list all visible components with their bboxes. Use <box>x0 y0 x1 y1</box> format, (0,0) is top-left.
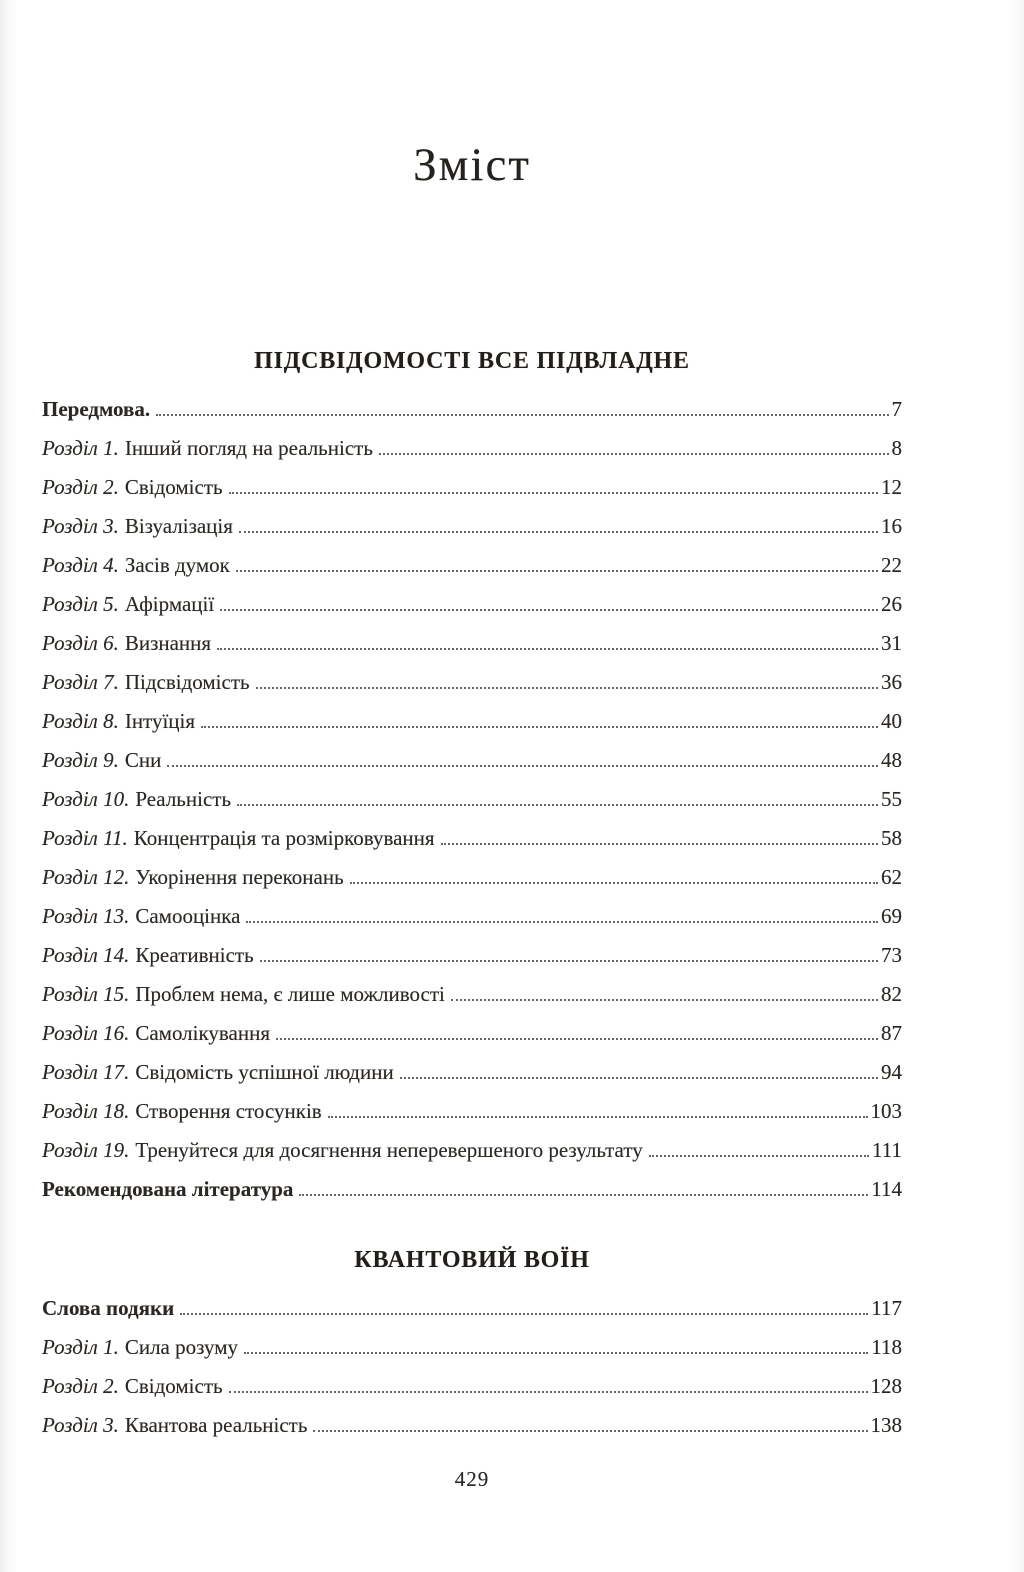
entry-prefix: Розділ 8. <box>42 709 119 733</box>
entry-prefix: Розділ 2. <box>42 1374 119 1398</box>
toc-entry <box>42 1138 902 1162</box>
entry-page-number: 118 <box>871 1335 902 1359</box>
toc-entry <box>42 397 902 421</box>
entry-page-number: 62 <box>881 865 902 889</box>
toc-entry <box>42 1060 902 1084</box>
page-title: Зміст <box>413 139 531 191</box>
toc-entry <box>42 670 902 694</box>
dot-leader <box>244 1352 868 1354</box>
dot-leader <box>328 1116 868 1118</box>
section-heading: КВАНТОВИЙ ВОЇН <box>354 1247 590 1273</box>
entry-page-number: 117 <box>871 1296 902 1320</box>
entry-title: Підсвідомість <box>124 670 250 694</box>
toc-entry <box>42 592 902 616</box>
entry-title: Візуалізація <box>124 514 233 538</box>
toc-entry <box>42 436 902 460</box>
dot-leader <box>246 921 878 923</box>
entry-page-number: 8 <box>891 436 902 460</box>
toc-entry <box>42 1296 902 1320</box>
toc-entry <box>42 943 902 967</box>
entry-prefix: Розділ 11. <box>42 826 128 850</box>
dot-leader <box>180 1313 868 1315</box>
entry-page-number: 73 <box>881 943 902 967</box>
toc-content <box>42 0 902 1492</box>
entry-title: Передмова. <box>42 397 151 421</box>
entry-title: Створення стосунків <box>135 1099 322 1123</box>
entry-title: Укорінення переконань <box>135 865 344 889</box>
toc-entry <box>42 475 902 499</box>
entry-page-number: 58 <box>881 826 902 850</box>
entry-title: Квантова реальність <box>124 1413 308 1437</box>
entry-title: Афірмації <box>124 592 215 616</box>
dot-leader <box>276 1038 878 1040</box>
entry-title: Інший погляд на реальність <box>124 436 373 460</box>
entry-prefix: Розділ 1. <box>42 436 119 460</box>
toc-list <box>42 397 902 1201</box>
entry-page-number: 103 <box>870 1099 902 1123</box>
entry-title: Свідомість <box>124 1374 223 1398</box>
section-heading: ПІДСВІДОМОСТІ ВСЕ ПІДВЛАДНЕ <box>254 348 690 374</box>
entry-page-number: 114 <box>871 1177 902 1201</box>
entry-prefix: Розділ 2. <box>42 475 119 499</box>
toc-entry <box>42 787 902 811</box>
entry-page-number: 36 <box>881 670 902 694</box>
entry-page-number: 87 <box>881 1021 902 1045</box>
toc-section <box>42 348 902 1201</box>
entry-page-number: 55 <box>881 787 902 811</box>
entry-title: Свідомість <box>124 475 223 499</box>
entry-page-number: 12 <box>881 475 902 499</box>
dot-leader <box>649 1155 869 1157</box>
toc-entry <box>42 1413 902 1437</box>
entry-prefix: Розділ 18. <box>42 1099 130 1123</box>
toc-entry <box>42 1099 902 1123</box>
entry-prefix: Розділ 1. <box>42 1335 119 1359</box>
dot-leader <box>229 1391 868 1393</box>
dot-leader <box>379 453 889 455</box>
entry-page-number: 82 <box>881 982 902 1006</box>
dot-leader <box>441 843 878 845</box>
entry-title: Засів думок <box>124 553 230 577</box>
entry-prefix: Розділ 9. <box>42 748 119 772</box>
entry-title: Креативність <box>135 943 254 967</box>
entry-title: Свідомість успішної людини <box>135 1060 394 1084</box>
dot-leader <box>217 648 878 650</box>
toc-section <box>42 1247 902 1437</box>
dot-leader <box>451 999 878 1001</box>
folio-page-number: 429 <box>454 1467 490 1491</box>
entry-title: Рекомендована література <box>42 1177 294 1201</box>
entry-title: Самолікування <box>135 1021 270 1045</box>
dot-leader <box>299 1194 868 1196</box>
dot-leader <box>237 804 878 806</box>
entry-title: Сила розуму <box>124 1335 238 1359</box>
entry-prefix: Розділ 3. <box>42 1413 119 1437</box>
entry-prefix: Розділ 5. <box>42 592 119 616</box>
toc-entry <box>42 826 902 850</box>
toc-entry <box>42 553 902 577</box>
dot-leader <box>201 726 878 728</box>
entry-page-number: 94 <box>881 1060 902 1084</box>
dot-leader <box>256 687 878 689</box>
entry-title: Слова подяки <box>42 1296 175 1320</box>
dot-leader <box>236 570 878 572</box>
dot-leader <box>156 414 888 416</box>
entry-page-number: 7 <box>891 397 902 421</box>
dot-leader <box>350 882 878 884</box>
entry-title: Самооцінка <box>135 904 241 928</box>
entry-prefix: Розділ 6. <box>42 631 119 655</box>
dot-leader <box>229 492 878 494</box>
entry-page-number: 40 <box>881 709 902 733</box>
entry-prefix: Розділ 16. <box>42 1021 130 1045</box>
entry-prefix: Розділ 12. <box>42 865 130 889</box>
entry-prefix: Розділ 15. <box>42 982 130 1006</box>
entry-title: Інтуїція <box>124 709 196 733</box>
entry-title: Визнання <box>124 631 212 655</box>
toc-sections <box>42 348 902 1437</box>
entry-title: Концентрація та розмірковування <box>133 826 435 850</box>
entry-title: Реальність <box>135 787 232 811</box>
entry-page-number: 128 <box>870 1374 902 1398</box>
entry-page-number: 111 <box>872 1138 902 1162</box>
entry-title: Сни <box>124 748 162 772</box>
toc-entry <box>42 1177 902 1201</box>
entry-page-number: 31 <box>881 631 902 655</box>
dot-leader <box>167 765 878 767</box>
toc-entry <box>42 865 902 889</box>
toc-entry <box>42 904 902 928</box>
entry-prefix: Розділ 19. <box>42 1138 130 1162</box>
entry-prefix: Розділ 7. <box>42 670 119 694</box>
entry-prefix: Розділ 14. <box>42 943 130 967</box>
toc-list <box>42 1296 902 1437</box>
entry-page-number: 22 <box>881 553 902 577</box>
toc-entry <box>42 1021 902 1045</box>
entry-prefix: Розділ 10. <box>42 787 130 811</box>
entry-page-number: 48 <box>881 748 902 772</box>
dot-leader <box>220 609 878 611</box>
toc-entry <box>42 982 902 1006</box>
toc-entry <box>42 709 902 733</box>
toc-entry <box>42 514 902 538</box>
dot-leader <box>239 531 878 533</box>
entry-page-number: 138 <box>870 1413 902 1437</box>
entry-prefix: Розділ 4. <box>42 553 119 577</box>
entry-prefix: Розділ 3. <box>42 514 119 538</box>
dot-leader <box>260 960 878 962</box>
toc-entry <box>42 631 902 655</box>
dot-leader <box>313 1430 867 1432</box>
entry-title: Тренуйтеся для досягнення неперевершеного результату <box>135 1138 643 1162</box>
toc-entry <box>42 748 902 772</box>
dot-leader <box>400 1077 878 1079</box>
entry-prefix: Розділ 17. <box>42 1060 130 1084</box>
entry-title: Проблем нема, є лише можливості <box>135 982 445 1006</box>
toc-entry <box>42 1335 902 1359</box>
entry-page-number: 26 <box>881 592 902 616</box>
entry-page-number: 69 <box>881 904 902 928</box>
toc-entry <box>42 1374 902 1398</box>
entry-page-number: 16 <box>881 514 902 538</box>
entry-prefix: Розділ 13. <box>42 904 130 928</box>
